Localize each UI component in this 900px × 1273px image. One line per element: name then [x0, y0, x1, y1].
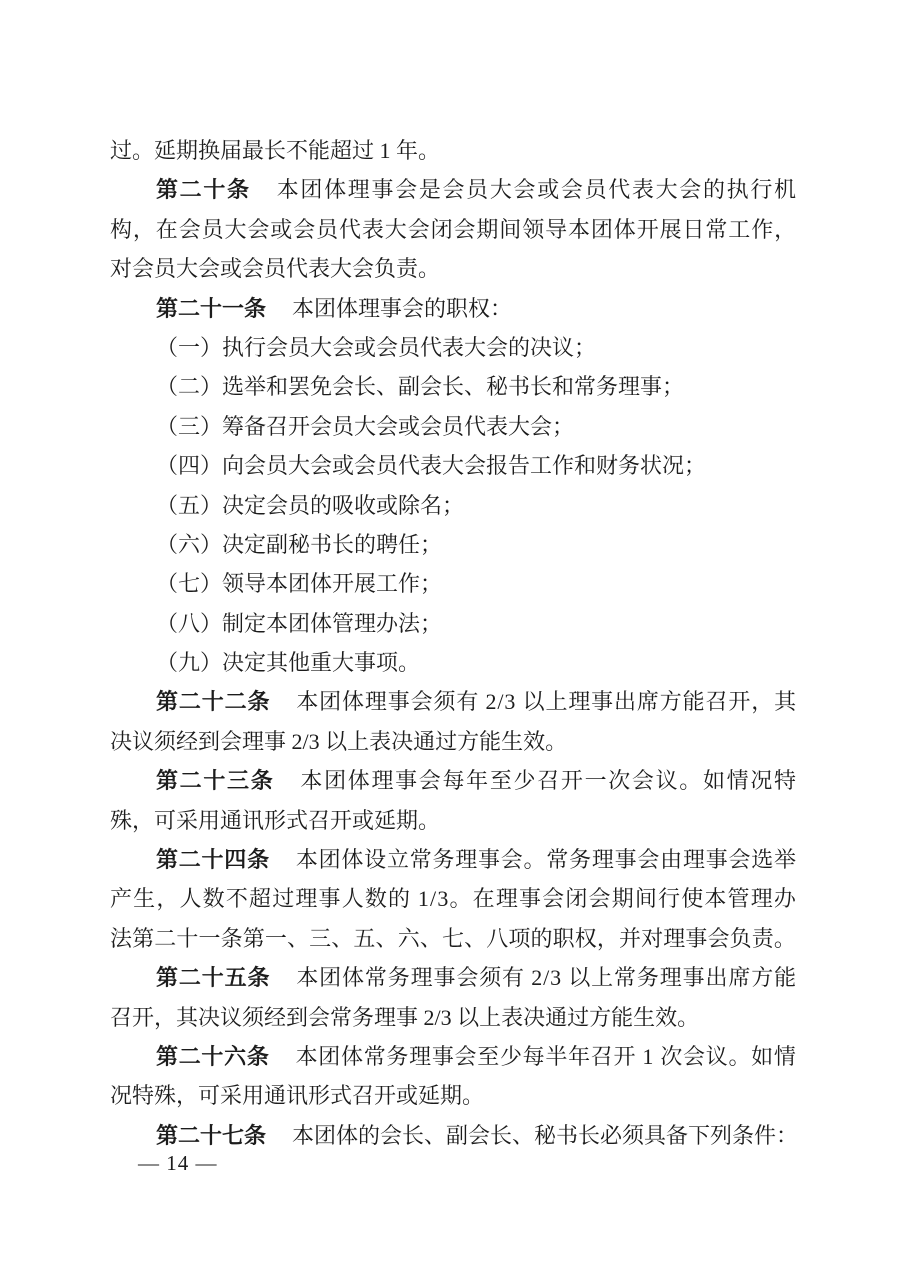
text-line [110, 328, 796, 367]
text-line-content: 第二十七条 本团体的会长、副会长、秘书长必须具备下列条件： [156, 1122, 799, 1148]
text-line-content: （九）决定其他重大事项。 [156, 650, 421, 676]
text-line-content: 产生，人数不超过理事人数的 1/3。在理事会闭会期间行使本管理办 [110, 886, 798, 912]
text-line-content: 第二十二条 本团体理事会须有 2/3 以上理事出席方能召开，其 [156, 689, 797, 715]
article-number-label: 第二十三条 [156, 768, 275, 794]
text-line-content: 第二十四条 本团体设立常务理事会。常务理事会由理事会选举 [156, 847, 797, 873]
text-line-content: 第二十六条 本团体常务理事会至少每半年召开 1 次会议。如情 [156, 1043, 797, 1069]
text-line [110, 131, 796, 170]
text-line-content: 过。延期换届最长不能超过 1 年。 [110, 138, 441, 163]
text-line-content: 决议须经到会理事 2/3 以上表决通过方能生效。 [110, 728, 568, 754]
text-line [110, 486, 796, 525]
text-line [110, 682, 796, 721]
text-line-content: （一）执行会员大会或会员代表大会的决议； [156, 334, 597, 360]
text-line [110, 249, 796, 288]
text-line-content: （二）选举和罢免会长、副会长、秘书长和常务理事； [156, 374, 685, 400]
article-number-label: 第二十六条 [156, 1043, 270, 1069]
text-line [110, 1076, 796, 1115]
article-number-label: 第二十四条 [156, 847, 270, 873]
text-line [110, 840, 796, 879]
text-line [110, 919, 796, 958]
text-line-content: （八）制定本团体管理办法； [156, 610, 443, 636]
text-line-content: （五）决定会员的吸收或除名； [156, 492, 465, 518]
text-line [110, 446, 796, 485]
text-line [110, 801, 796, 840]
text-line [110, 367, 796, 406]
text-line [110, 998, 796, 1037]
text-line-content: （六）决定副秘书长的聘任； [156, 531, 443, 557]
text-line [110, 170, 796, 209]
document-body [110, 131, 799, 1155]
text-line [110, 1037, 796, 1076]
article-number-label: 第二十条 [156, 177, 251, 203]
text-line-content: 对会员大会或会员代表大会负责。 [110, 256, 441, 282]
text-line [110, 407, 796, 446]
text-line [110, 643, 796, 682]
text-line-content: （三）筹备召开会员大会或会员代表大会； [156, 413, 575, 439]
article-number-label: 第二十五条 [156, 965, 271, 991]
text-line [110, 289, 796, 328]
article-number-label: 第二十二条 [156, 689, 271, 715]
page-number: — 14 — [138, 1151, 218, 1175]
text-line [110, 879, 796, 918]
text-line-content: 第二十三条 本团体理事会每年至少召开一次会议。如情况特 [156, 768, 798, 794]
text-line [110, 564, 796, 603]
text-line-content: 第二十五条 本团体常务理事会须有 2/3 以上常务理事出席方能 [156, 965, 797, 991]
text-line-content: 殊，可采用通讯形式召开或延期。 [110, 807, 441, 833]
text-line-content: 法第二十一条第一、三、五、六、七、八项的职权，并对理事会负责。 [110, 925, 797, 951]
text-line-content: （七）领导本团体开展工作； [156, 571, 443, 597]
text-line [110, 604, 796, 643]
text-line [110, 210, 796, 249]
text-line [110, 958, 796, 997]
text-line-content: 第二十一条 本团体理事会的职权： [156, 295, 513, 321]
text-line [110, 722, 796, 761]
text-line [110, 525, 796, 564]
text-line [110, 761, 796, 800]
text-line-content: 召开，其决议须经到会常务理事 2/3 以上表决通过方能生效。 [110, 1004, 700, 1030]
text-line-content: 构，在会员大会或会员代表大会闭会期间领导本团体开展日常工作， [110, 216, 798, 242]
text-line-content: 况特殊，可采用通讯形式召开或延期。 [110, 1083, 485, 1109]
article-number-label: 第二十一条 [156, 295, 267, 321]
text-line-content: （四）向会员大会或会员代表大会报告工作和财务状况； [156, 453, 707, 479]
text-line-content: 第二十条 本团体理事会是会员大会或会员代表大会的执行机 [156, 177, 798, 203]
article-number-label: 第二十七条 [156, 1122, 267, 1148]
